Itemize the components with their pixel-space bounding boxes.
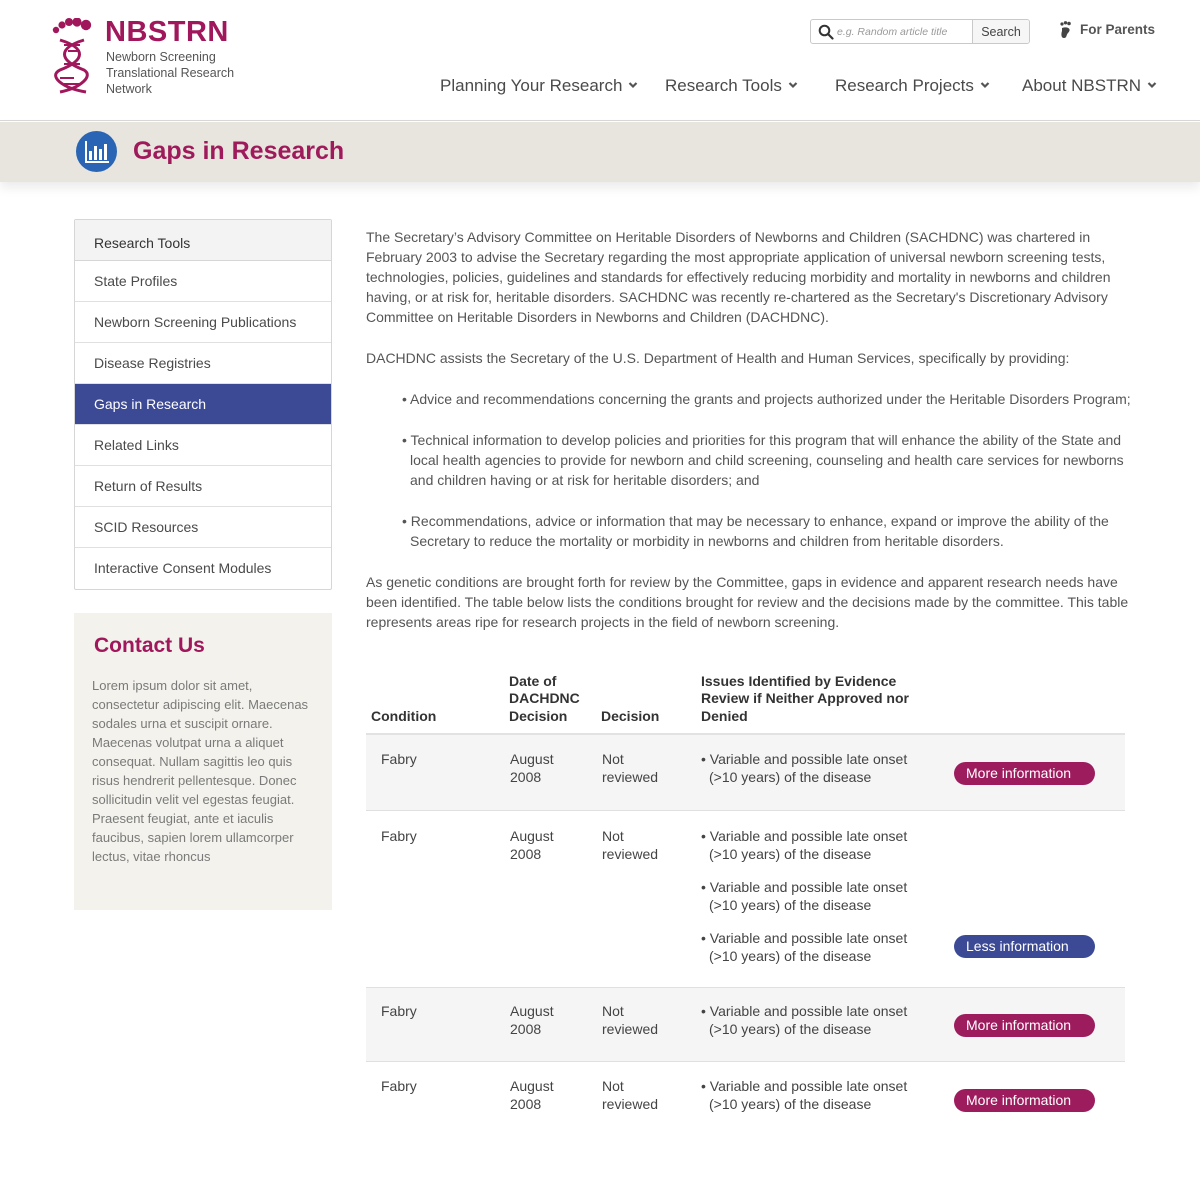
table-row [366, 1062, 1125, 1136]
chevron-down-icon [788, 80, 798, 90]
page-banner [0, 122, 1200, 182]
sidebar-item-related-links[interactable]: Related Links [75, 425, 331, 466]
cell-decision: Not reviewed [602, 1003, 659, 1037]
header-issues: Issues Identified by Evidence Review if Neither Approved nor Denied [701, 672, 909, 724]
nav-label: Research Tools [665, 76, 782, 95]
cell-issues [701, 828, 921, 965]
cell-date: August 2008 [510, 828, 554, 862]
issue-item: • Variable and possible late onset (>10 years) of the disease [701, 828, 908, 862]
sidebar-menu [74, 219, 332, 590]
search-icon [818, 24, 834, 40]
header-decision: Decision [601, 707, 660, 724]
cell-date: August 2008 [510, 751, 554, 785]
nav-label: About NBSTRN [1022, 76, 1142, 95]
search-box [810, 19, 1030, 44]
closing-paragraph: As genetic conditions are brought forth for review by the Committee, gaps in evidence and apparent research needs have been identified. The table below lists the conditions brought for review and the decisions made by the committee. This table represents areas ripe for research projects in the field of newborn screening. [366, 574, 1129, 630]
page-title: Gaps in Research [133, 137, 345, 165]
intro-paragraph: The Secretary’s Advisory Committee on Heritable Disorders of Newborns and Children (SACHDNC) was chartered in February 2003 to advise the Secretary regarding the most appropriate application of universal newborn screening tests, technologies, policies, guidelines and standards for effectively reducing morbidity and mortality in newborns and children having, or at risk for, heritable disorders. SACHDNC was recently re-chartered as the Secretary's Discretionary Advisory Committee on Heritable Disorders in Newborns and Children (DACHDNC). [366, 229, 1111, 325]
issue-item: • Variable and possible late onset (>10 years) of the disease [701, 751, 908, 785]
brand-subtitle-line: Network [106, 82, 152, 96]
header-date: Date of DACHDNC Decision [509, 672, 580, 724]
header-condition: Condition [371, 707, 437, 724]
bar-chart-glyph [85, 141, 109, 163]
issue-item: • Variable and possible late onset (>10 years) of the disease [701, 1078, 908, 1112]
nav-research-projects[interactable] [835, 76, 990, 96]
bullet-item: • Recommendations, advice or information that may be necessary to enhance, expand or improve the ability of the Secretary to reduce the mortality or morbidity in newborns and children from heritable disorders. [402, 513, 1109, 549]
table-header [366, 670, 1125, 735]
bar-chart-icon [76, 131, 117, 172]
cell-condition: Fabry [381, 751, 417, 767]
issue-item: • Variable and possible late onset (>10 years) of the disease [701, 930, 908, 964]
assists-paragraph: DACHDNC assists the Secretary of the U.S. Department of Health and Human Services, specifically by providing: [366, 350, 1070, 366]
table-row [366, 811, 1125, 988]
cell-decision: Not reviewed [602, 1078, 659, 1112]
table-row [366, 988, 1125, 1062]
issue-item: • Variable and possible late onset (>10 years) of the disease [701, 879, 908, 913]
nav-label: Planning Your Research [440, 76, 623, 95]
nav-about-nbstrn[interactable] [1022, 76, 1157, 96]
cell-condition: Fabry [381, 1078, 417, 1094]
cell-decision: Not reviewed [602, 751, 659, 785]
chevron-down-icon [980, 80, 990, 90]
issue-item: • Variable and possible late onset (>10 years) of the disease [701, 1003, 908, 1037]
brand-subtitle-line: Translational Research [106, 66, 235, 80]
contact-body: Lorem ipsum dolor sit amet, consectetur adipiscing elit. Maecenas sodales urna et suscipit ornare. Maecenas volutpat urna a aliquet consequat. Nullam sagittis leo quis risus hendrerit pellentesque. Donec sollicitudin velit vel egestas feugiat. Praesent feugiat, ante et iaculis faucibus, sapien lorem ullamcorper lectus, vitae rhoncus [92, 678, 309, 864]
site-logo[interactable] [50, 18, 250, 98]
search-button[interactable]: Search [972, 20, 1029, 43]
chevron-down-icon [628, 80, 638, 90]
bullet-item: • Advice and recommendations concerning the grants and projects authorized under the Heritable Disorders Program; [402, 391, 1131, 407]
brand-subtitle-line: Newborn Screening [106, 50, 216, 64]
contact-panel [74, 613, 332, 910]
cell-condition: Fabry [381, 1003, 417, 1019]
chevron-down-icon [1147, 80, 1157, 90]
bullet-item: • Technical information to develop policies and priorities for this program that will enhance the ability of the State and local health agencies to provide for newborn and child screening, counseling and health care services for newborns and children having or at risk for heritable disorders; and [402, 432, 1124, 488]
sidebar-item-interactive-consent-modules[interactable]: Interactive Consent Modules [94, 560, 272, 576]
cell-decision: Not reviewed [602, 828, 659, 862]
cell-issues [701, 751, 921, 786]
site-header [0, 0, 1200, 121]
cell-issues [701, 1003, 921, 1038]
less-information-button[interactable]: Less information [954, 935, 1095, 958]
brand-subtitle [106, 49, 256, 97]
sidebar-item-disease-registries[interactable]: Disease Registries [75, 343, 331, 384]
cell-issues [701, 1078, 921, 1113]
gaps-table [366, 670, 1125, 1136]
nav-planning-your-research[interactable] [440, 76, 638, 96]
table-row [366, 735, 1125, 811]
sidebar-heading: Research Tools [75, 220, 331, 261]
sidebar-item-return-of-results[interactable]: Return of Results [75, 466, 331, 507]
sidebar-item-gaps-in-research[interactable]: Gaps in Research [75, 384, 331, 425]
brand-name: NBSTRN [105, 16, 229, 48]
search-input[interactable] [837, 22, 971, 41]
sidebar-item-scid-resources[interactable]: SCID Resources [75, 507, 331, 548]
more-information-button[interactable]: More information [954, 1089, 1095, 1112]
footprint-icon [1058, 21, 1074, 39]
more-information-button[interactable]: More information [954, 1014, 1095, 1037]
cell-condition: Fabry [381, 828, 417, 844]
cell-date: August 2008 [510, 1078, 554, 1112]
main-content [366, 227, 1136, 653]
nav-research-tools[interactable] [665, 76, 798, 96]
contact-title: Contact Us [94, 634, 205, 657]
dna-footprint-icon [50, 18, 92, 94]
sidebar-item-newborn-screening-publications[interactable]: Newborn Screening Publications [75, 302, 331, 343]
nav-label: Research Projects [835, 76, 974, 95]
more-information-button[interactable]: More information [954, 762, 1095, 785]
for-parents-label: For Parents [1080, 22, 1156, 37]
cell-date: August 2008 [510, 1003, 554, 1037]
sidebar-item-state-profiles[interactable]: State Profiles [75, 261, 331, 302]
